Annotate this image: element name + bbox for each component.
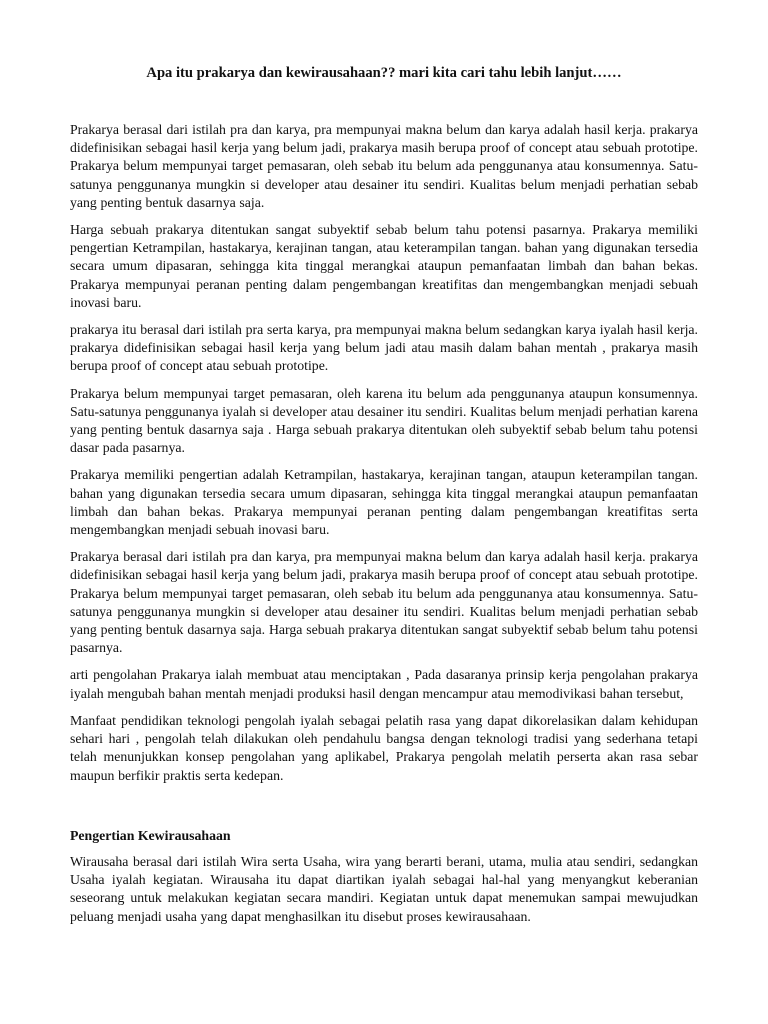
paragraph: Prakarya berasal dari istilah pra dan karya, pra mempunyai makna belum dan karya adalah hasil kerja. prakarya didefinisikan sebagai hasil kerja yang belum jadi, prakarya masih berupa proof of concept atau sebuah prototipe. Prakarya belum mempunyai target pemasaran, oleh sebab itu belum ada penggunanya atau konsumennya. Satu-satunya penggunanya mungkin si developer atau desainer itu sendiri. Kualitas belum menjadi perhatian sebab yang penting bentuk dasarnya saja. Harga sebuah prakarya ditentukan sangat subyektif sebab belum tahu potensi pasarnya.: [70, 549, 698, 656]
document-body: [70, 121, 698, 794]
section-heading: Pengertian Kewirausahaan: [70, 828, 231, 843]
paragraph: arti pengolahan Prakarya ialah membuat atau menciptakan , Pada dasaranya prinsip kerja pengolahan prakarya iyalah mengubah bahan mentah menjadi produksi hasil dengan mencampur atau memodivikasi bahan tersebut,: [70, 667, 698, 701]
paragraph: Wirausaha berasal dari istilah Wira serta Usaha, wira yang berarti berani, utama, mulia atau sendiri, sedangkan Usaha iyalah kegiatan. Wirausaha itu dapat diartikan iyalah sebagai hal-hal yang menyangkut keberanian seseorang untuk melakukan kegiatan secara mandiri. Kegiatan untuk dapat menemukan sampai mewujudkan peluang menjadi usaha yang dapat menghasilkan itu disebut proses kewirausahaan.: [70, 854, 698, 924]
paragraph: Manfaat pendidikan teknologi pengolah iyalah sebagai pelatih rasa yang dapat dikorelasikan dalam kehidupan sehari hari , pengolah telah dilakukan oleh pendahulu bangsa dengan teknologi tradisi yang sederhana tetapi telah menunjukkan konsep pengolahan yang aplikabel, Prakarya pengolah melatih perserta akan rasa sebar maupun berfikir praktis serta kedepan.: [70, 712, 698, 783]
paragraph: Harga sebuah prakarya ditentukan sangat subyektif sebab belum tahu potensi pasarnya. Prakarya memiliki pengertian Ketrampilan, hastakarya, kerajinan tangan, atau keterampilan tangan. bahan yang digunakan tersedia secara umum dipasaran, sehingga kita tinggal merangkai ataupun pemanfaatan limbah dan bahan bekas. Prakarya mempunyai peranan penting dalam pengembangan kreatifitas dan mengembangkan menjadi sebuah inovasi baru.: [70, 222, 698, 310]
paragraph: Prakarya memiliki pengertian adalah Ketrampilan, hastakarya, kerajinan tangan, ataupun keterampilan tangan. bahan yang digunakan tersedia secara umum dipasaran, sehingga kita tinggal merangkai ataupun pemanfaatan limbah dan bahan bekas. Prakarya mempunyai peranan penting dalam pengembangan kreatifitas serta mengembangkan menjadi sebuah inovasi baru.: [70, 467, 698, 538]
document-title: Apa itu prakarya dan kewirausahaan?? mari kita cari tahu lebih lanjut……: [146, 65, 622, 81]
paragraph: prakarya itu berasal dari istilah pra serta karya, pra mempunyai makna belum sedangkan karya iyalah hasil kerja. prakarya didefinisikan sebagai hasil kerja yang belum jadi atau masih dalam bahan mentah , prakarya masih berupa proof of concept atau sebuah prototipe.: [70, 322, 698, 374]
section-kewirausahaan: [70, 827, 698, 935]
paragraph: Prakarya belum mempunyai target pemasaran, oleh karena itu belum ada penggunanya ataupun konsumennya. Satu-satunya penggunanya iyalah si developer atau desainer itu sendiri. Kualitas belum menjadi perhatian karena yang penting bentuk dasarnya saja . Harga sebuah prakarya ditentukan oleh subyektif sebab belum tahu potensi dasar pada pasarnya.: [70, 385, 698, 456]
paragraph: Prakarya berasal dari istilah pra dan karya, pra mempunyai makna belum dan karya adalah hasil kerja. prakarya didefinisikan sebagai hasil kerja yang belum jadi, prakarya masih berupa proof of concept atau sebuah prototipe. Prakarya belum mempunyai target pemasaran, oleh sebab itu belum ada penggunanya atau konsumennya. Satu-satunya penggunanya mungkin si developer atau desainer itu sendiri. Kualitas belum menjadi perhatian sebab yang penting bentuk dasarnya saja.: [70, 122, 698, 210]
